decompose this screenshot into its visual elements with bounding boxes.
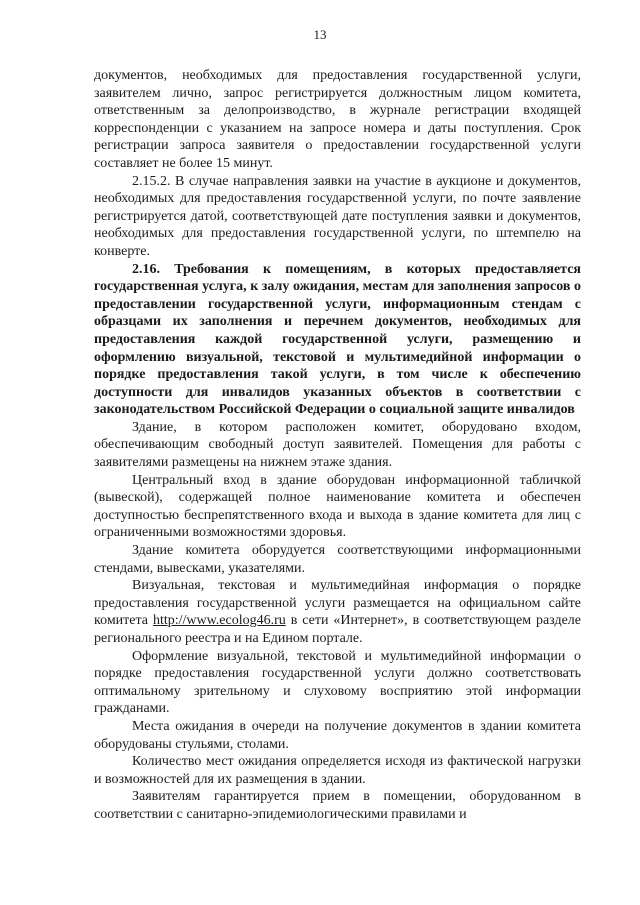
- website-text-after: в сети «Интернет», в соответствующем разделе регионального реестра и на Едином портале.: [94, 613, 581, 646]
- paragraph-building: Здание, в котором расположен комитет, оборудовано входом, обеспечивающим свободный доступ заявителей. Помещения для работы с заявителями размещены на нижнем этаже здания.: [94, 419, 581, 471]
- paragraph-2-15-2: 2.15.2. В случае направления заявки на участие в аукционе и документов, необходимых для предоставления государственной услуги, по почте заявление регистрируется датой, соответствующей дате поступления заявки и документов, необходимых для предоставления государственной услуги, по штемпелю на конверте.: [94, 173, 581, 259]
- document-body: [94, 67, 581, 824]
- website-text-before: Визуальная, текстовая и мультимедийная информация о порядке предоставления государственной услуги размещается на официальном сайте комитета: [94, 578, 581, 629]
- page-number: 13: [313, 27, 327, 42]
- paragraph-reception: Заявителям гарантируется прием в помещении, оборудованном в соответствии с санитарно-эпидемиологическими правилами и: [94, 789, 581, 822]
- paragraph-website: [94, 577, 581, 647]
- paragraph-stands: Здание комитета оборудуется соответствующими информационными стендами, вывесками, указателями.: [94, 543, 581, 576]
- paragraph-information-design: Оформление визуальной, текстовой и мультимедийной информации о порядке предоставления государственной услуги должно соответствовать оптимальному зрительному и слуховому восприятию этой информации гражданами.: [94, 648, 581, 717]
- paragraph-continuation: документов, необходимых для предоставления государственной услуги, заявителем лично, запрос регистрируется должностным лицом комитета, ответственным за делопроизводство, в журнале регистрации входящей корреспонденции с указанием на запросе номера и даты поступления. Срок регистрации запроса заявителя о предоставлении государственной услуги составляет не более 15 минут.: [94, 68, 581, 171]
- paragraph-entrance: Центральный вход в здание оборудован информационной табличкой (вывеской), содержащей полное наименование комитета и обеспечен доступностью беспрепятственного входа и выхода в здание комитета для лиц с ограниченными возможностями здоровья.: [94, 472, 581, 541]
- section-heading-2-16: 2.16. Требования к помещениям, в которых предоставляется государственная услуга, к залу ожидания, местам для заполнения запросов о предоставлении государственной услуги, информационным стендам с образцами их заполнения и перечнем документов, необходимых для предоставления каждой государственной услуги, размещению и оформлению визуальной, текстовой и мультимедийной информации о порядке предоставления такой услуги, в том числе к обеспечению доступности для инвалидов указанных объектов в соответствии с законодательством Российской Федерации о социальной защите инвалидов: [94, 261, 581, 418]
- paragraph-waiting-count: Количество мест ожидания определяется исходя из фактической нагрузки и возможностей для их размещения в здании.: [94, 754, 581, 787]
- paragraph-waiting-places: Места ожидания в очереди на получение документов в здании комитета оборудованы стульями, столами.: [94, 718, 581, 752]
- website-link[interactable]: http://www.ecolog46.ru: [152, 613, 286, 629]
